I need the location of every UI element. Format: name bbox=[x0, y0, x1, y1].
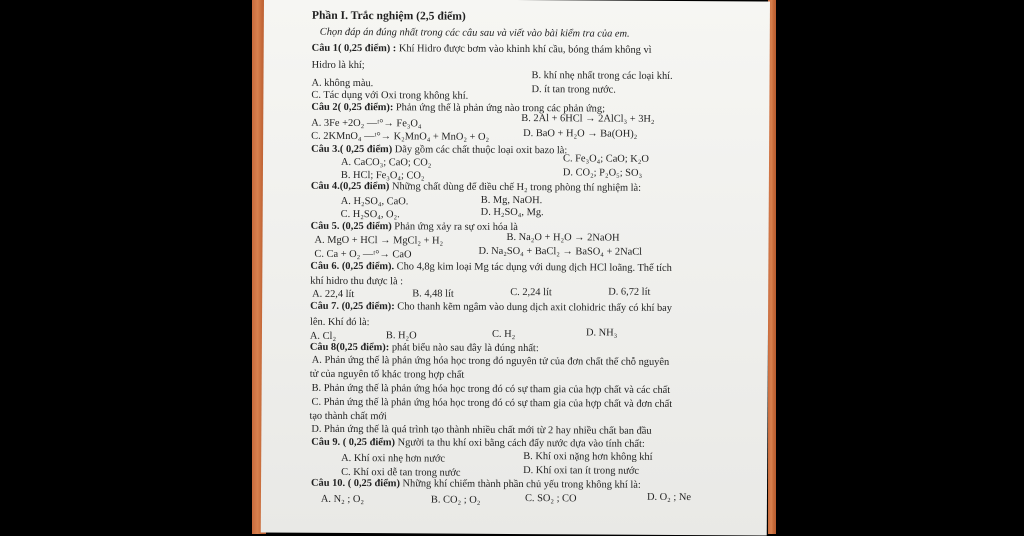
q7-option-a: A. Cl₂ bbox=[309, 330, 337, 342]
q6-option-c: C. 2,24 lít bbox=[510, 286, 552, 299]
q9-option-b: B. Khí oxi nặng hơn không khí bbox=[523, 451, 653, 463]
question-4-text: Những chất dùng để điều chế H₂ trong phòng thí nghiệm là: bbox=[389, 181, 642, 194]
q6-option-a: A. 22,4 lít bbox=[312, 288, 355, 301]
exam-paper bbox=[261, 0, 770, 536]
q10-option-c: C. SO₂ ; CO bbox=[524, 493, 577, 505]
q2-option-c: C. 2KMnO₄ —ᵗ°→ K₂MnO₄ + MnO₂ + O₂ bbox=[311, 130, 490, 143]
q1-option-d: D. ít tan trong nước. bbox=[531, 84, 616, 96]
q6-option-b: B. 4,48 lít bbox=[412, 288, 454, 300]
q7-option-c: C. H₂ bbox=[491, 328, 516, 340]
question-7-text: Cho thanh kẽm ngâm vào dung dịch axit clohidric thấy có khí bay bbox=[394, 301, 673, 314]
question-1 bbox=[312, 42, 652, 57]
question-5-text: Phản ứng xảy ra sự oxi hóa là bbox=[391, 221, 518, 234]
q8-option-c-cont: tạo thành chất mới bbox=[309, 410, 387, 423]
question-9-label: Câu 9. ( 0,25 điểm) bbox=[311, 436, 396, 449]
question-9-text: Người ta thu khí oxi bằng cách đẩy nước dựa vào tính chất: bbox=[394, 437, 645, 450]
question-6-label: Câu 6. (0,25 điểm). bbox=[310, 260, 395, 273]
q9-option-d: D. Khí oxi tan ít trong nước bbox=[523, 465, 640, 477]
q5-option-b: B. Na₂O + H₂O → 2NaOH bbox=[506, 231, 620, 244]
question-4-label: Câu 4.(0,25 điểm) bbox=[310, 180, 390, 193]
q2-option-b: B. 2Al + 6HCl → 2AlCl₃ + 3H₂ bbox=[521, 113, 655, 125]
q8-option-b: B. Phản ứng thế là phản ứng hóa học trong đó có sự tham gia của hợp chất và các chất bbox=[311, 382, 671, 396]
q4-option-d: D. H₂SO₄, Mg. bbox=[480, 206, 544, 219]
q2-option-a: A. 3Fe +2O₂ —ᵗ°→ Fe₃O₄ bbox=[311, 117, 422, 130]
question-10 bbox=[311, 477, 641, 492]
q10-option-b: B. CO₂ ; O₂ bbox=[430, 494, 481, 506]
q3-option-c: C. Fe₃O₄; CaO; K₂O bbox=[562, 153, 649, 165]
question-1-text: Khí Hidro được bơm vào khinh khí cầu, bóng thám không vì bbox=[396, 43, 652, 56]
q8-option-d: D. Phản ứng thế là quá trình tạo thành nhiều chất mới từ 2 hay nhiều chất ban đầu bbox=[311, 423, 652, 437]
question-7-label: Câu 7. (0,25 điểm): bbox=[310, 300, 395, 313]
question-6 bbox=[310, 260, 672, 275]
instruction: Chọn đáp án đúng nhất trong các câu sau và viết vào bài kiểm tra của em. bbox=[319, 26, 630, 40]
q4-option-a: A. H₂SO₄, CaO. bbox=[340, 195, 409, 208]
q8-option-c: C. Phản ứng thế là phản ứng hóa học trong đó có sự tham gia của hợp chất và đơn chất bbox=[311, 396, 673, 410]
q7-option-b: B. H₂O bbox=[385, 330, 417, 342]
q10-option-d: D. O₂ ; Ne bbox=[646, 491, 692, 504]
q10-option-a: A. N₂ ; O₂ bbox=[320, 493, 365, 506]
q1-option-b: B. khí nhẹ nhất trong các loại khí. bbox=[531, 70, 673, 82]
q4-option-c: C. H₂SO₄, O₂. bbox=[340, 208, 400, 221]
q3-option-a: A. CaCO₃; CaO; CO₂ bbox=[340, 156, 432, 169]
q7-option-d: D. NH₃ bbox=[585, 327, 618, 339]
question-5 bbox=[311, 220, 518, 234]
question-3-label: Câu 3.( 0,25 điểm) bbox=[311, 143, 393, 156]
q8-option-a: A. Phản ứng thế là phản ứng hóa học trong đó nguyên tử của đơn chất thế chỗ nguyên bbox=[311, 354, 670, 368]
question-2-label: Câu 2( 0,25 điểm): bbox=[311, 101, 394, 114]
question-2-text: Phản ứng thế là phản ứng nào trong các phản ứng; bbox=[393, 102, 606, 115]
question-5-label: Câu 5. (0,25 điểm) bbox=[310, 220, 392, 233]
question-7-text-2: lên. Khí đó là: bbox=[309, 316, 370, 329]
question-1-label: Câu 1( 0,25 điểm) : bbox=[311, 42, 397, 55]
section-title: Phần I. Trắc nghiệm (2,5 điểm) bbox=[311, 8, 466, 23]
q8-option-a-cont: tử của nguyên tố khác trong hợp chất bbox=[309, 368, 465, 381]
q3-option-d: D. CO₂; P₂O₅; SO₃ bbox=[562, 167, 643, 179]
q6-option-d: D. 6,72 lít bbox=[608, 286, 651, 298]
q5-option-a: A. MgO + HCl → MgCl₂ + H₂ bbox=[314, 234, 444, 247]
q9-option-c: C. Khí oxi dễ tan trong nước bbox=[341, 466, 461, 479]
q9-option-a: A. Khí oxi nhẹ hơn nước bbox=[341, 452, 446, 465]
q1-option-a: A. không màu. bbox=[311, 77, 374, 90]
question-3-text: Dãy gồm các chất thuộc loại oxit bazo là: bbox=[392, 144, 568, 157]
q5-option-d: D. Na₂SO₄ + BaCl₂ → BaSO₄ + 2NaCl bbox=[478, 245, 643, 258]
question-10-text: Những khí chiếm thành phần chủ yếu trong không khí là: bbox=[399, 478, 641, 491]
question-8-text: phát biểu nào sau đây là đúng nhất: bbox=[389, 342, 539, 355]
question-7 bbox=[310, 300, 672, 315]
question-6-text: Cho 4,8g kim loại Mg tác dụng với dung dịch HCl loãng. Thể tích bbox=[394, 261, 672, 274]
q4-option-b: B. Mg, NaOH. bbox=[480, 194, 543, 207]
question-6-text-2: khí hidro thu được là : bbox=[310, 275, 404, 288]
q1-option-c: C. Tác dụng với Oxi trong không khí. bbox=[311, 89, 469, 102]
question-4 bbox=[311, 180, 641, 195]
question-1-text-2: Hidro là khí; bbox=[311, 59, 365, 72]
question-10-label: Câu 10. ( 0,25 điểm) bbox=[311, 477, 400, 490]
q5-option-c: C. Ca + O₂ —ᵗ°→ CaO bbox=[314, 248, 412, 261]
question-8-label: Câu 8(0,25 điểm): bbox=[309, 341, 390, 354]
question-9 bbox=[311, 436, 645, 451]
q2-option-d: D. BaO + H₂O → Ba(OH)₂ bbox=[523, 128, 638, 140]
q3-option-b: B. HCl; Fe₃O₄; CO₂ bbox=[340, 169, 425, 182]
